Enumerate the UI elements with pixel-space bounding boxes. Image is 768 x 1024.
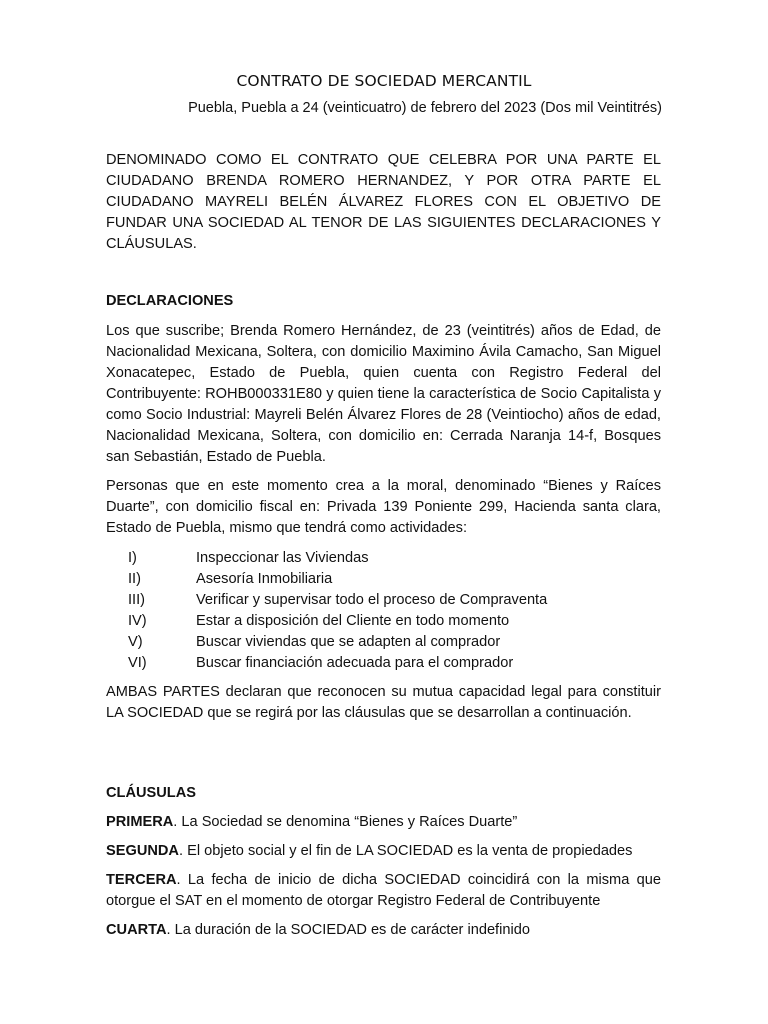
list-item bbox=[106, 632, 661, 653]
declaraciones-heading: DECLARACIONES bbox=[106, 293, 234, 309]
activities-list-block bbox=[106, 548, 661, 674]
list-item-number: V) bbox=[128, 634, 143, 650]
list-item-text: Verificar y supervisar todo el proceso de Compraventa bbox=[196, 592, 548, 608]
declaraciones-paragraph-1: Los que suscribe; Brenda Romero Hernández, de 23 (veintitrés) años de Edad, de Nacionalidad Mexicana, Soltera, con domicilio Maximino Ávila Camacho, San Miguel Xonacatepec, Estado de Puebla, quien cuenta con Registro Federal del Contribuyente: ROHB000331E80 y quien tiene la característica de Socio Capitalista y como Socio Industrial: Mayreli Belén Álvarez Flores de 28 (Veintiocho) años de edad, Nacionalidad Mexicana, Soltera, con domicilio en: Cerrada Naranja 14-f, Bosques san Sebastián, Estado de Puebla. bbox=[106, 323, 661, 465]
activities-list bbox=[106, 548, 661, 674]
declaraciones-paragraph-3: AMBAS PARTES declaran que reconocen su mutua capacidad legal para constituir LA SOCIEDAD que se regirá por las cláusulas que se desarrollan a continuación. bbox=[106, 684, 661, 721]
declaraciones-paragraph-2: Personas que en este momento crea a la moral, denominado “Bienes y Raíces Duarte”, con domicilio fiscal en: Privada 139 Poniente 299, Hacienda santa clara, Estado de Puebla, mismo que tendrá como actividades: bbox=[106, 478, 661, 536]
clausula-cuarta bbox=[106, 920, 661, 941]
list-item-text: Asesoría Inmobiliaria bbox=[196, 571, 333, 587]
clausula-tercera-block bbox=[106, 870, 661, 912]
clausula-segunda-block bbox=[106, 841, 661, 862]
list-item bbox=[106, 611, 661, 632]
clausula-cuarta-block bbox=[106, 920, 661, 941]
declaraciones-heading-block bbox=[106, 291, 661, 312]
declaraciones-paragraph-3-block bbox=[106, 682, 661, 724]
clausulas-heading: CLÁUSULAS bbox=[106, 785, 196, 801]
clausula-label: SEGUNDA bbox=[106, 843, 179, 859]
clausula-text: . La Sociedad se denomina “Bienes y Raíces Duarte” bbox=[173, 814, 518, 830]
declaraciones-paragraph-1-block bbox=[106, 321, 661, 468]
intro-paragraph: DENOMINADO COMO EL CONTRATO QUE CELEBRA POR UNA PARTE EL CIUDADANO BRENDA ROMERO HERNANDEZ, Y POR OTRA PARTE EL CIUDADANO MAYRELI BELÉN ÁLVAREZ FLORES CON EL OBJETIVO DE FUNDAR UNA SOCIEDAD AL TENOR DE LAS SIGUIENTES DECLARACIONES Y CLÁUSULAS. bbox=[106, 152, 661, 252]
clausula-text: . La fecha de inicio de dicha SOCIEDAD coincidirá con la misma que otorgue el SAT en el momento de otorgar Registro Federal de Contribuyente bbox=[106, 872, 661, 909]
declaraciones-paragraph-2-block bbox=[106, 476, 661, 539]
intro-block bbox=[106, 150, 661, 255]
list-item bbox=[106, 548, 661, 569]
clausula-label: TERCERA bbox=[106, 872, 177, 888]
clausula-label: CUARTA bbox=[106, 922, 167, 938]
clausulas-heading-block bbox=[106, 783, 661, 804]
list-item-text: Buscar viviendas que se adapten al comprador bbox=[196, 634, 501, 650]
list-item-text: Buscar financiación adecuada para el comprador bbox=[196, 655, 514, 671]
clausula-tercera bbox=[106, 870, 661, 912]
list-item bbox=[106, 569, 661, 590]
list-item-number: VI) bbox=[128, 655, 147, 671]
list-item-text: Estar a disposición del Cliente en todo momento bbox=[196, 613, 510, 629]
list-item-text: Inspeccionar las Viviendas bbox=[196, 550, 369, 566]
clausula-label: PRIMERA bbox=[106, 814, 174, 830]
clausula-primera-block bbox=[106, 812, 661, 833]
list-item-number: I) bbox=[128, 550, 137, 566]
clausula-text: . La duración de la SOCIEDAD es de carácter indefinido bbox=[166, 922, 530, 938]
clausula-primera bbox=[106, 812, 661, 833]
list-item-number: IV) bbox=[128, 613, 147, 629]
document-title: CONTRATO DE SOCIEDAD MERCANTIL bbox=[236, 72, 532, 90]
clausula-segunda bbox=[106, 841, 661, 862]
list-item-number: II) bbox=[128, 571, 141, 587]
date-line: Puebla, Puebla a 24 (veinticuatro) de febrero del 2023 (Dos mil Veintitrés) bbox=[188, 100, 662, 116]
list-item bbox=[106, 653, 661, 674]
list-item bbox=[106, 590, 661, 611]
clausula-text: . El objeto social y el fin de LA SOCIEDAD es la venta de propiedades bbox=[178, 843, 633, 859]
list-item-number: III) bbox=[128, 592, 146, 608]
